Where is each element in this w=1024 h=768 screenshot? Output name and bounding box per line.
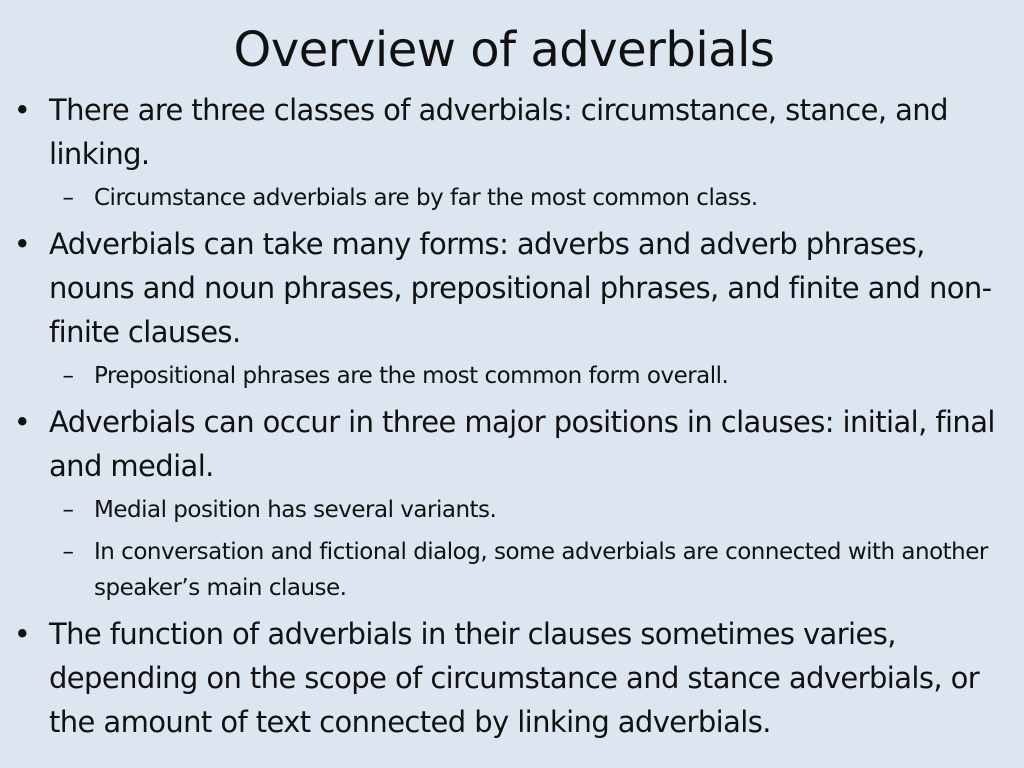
bullet-icon: • [13,617,31,651]
dash-icon: – [62,539,74,565]
sub-bullet-item [47,534,1008,606]
sub-bullet-item [47,492,1008,528]
bullet-icon: • [13,405,31,439]
bullet-item-function [0,612,1008,744]
sub-bullet-list [47,180,1008,216]
bullet-item-classes [0,88,1008,216]
sub-bullet-text: Prepositional phrases are the most common form overall. [94,363,729,389]
dash-icon: – [62,185,74,211]
bullet-text: Adverbials can take many forms: adverbs and adverb phrases, nouns and noun phrases, prepositional phrases, and finite and non-finite clauses. [49,227,992,349]
sub-bullet-item [47,358,1008,394]
bullet-list [0,88,1008,744]
sub-bullet-item [47,180,1008,216]
dash-icon: – [62,497,74,523]
bullet-text: Adverbials can occur in three major positions in clauses: initial, final and medial. [49,405,995,483]
sub-bullet-text: In conversation and fictional dialog, some adverbials are connected with another speaker’s main clause. [94,539,988,601]
sub-bullet-list [47,358,1008,394]
bullet-text: The function of adverbials in their clauses sometimes varies, depending on the scope of circumstance and stance adverbials, or the amount of text connected by linking adverbials. [49,617,980,739]
bullet-text: There are three classes of adverbials: circumstance, stance, and linking. [49,93,948,171]
sub-bullet-list [47,492,1008,606]
dash-icon: – [62,363,74,389]
slide-title: Overview of adverbials [233,22,775,78]
bullet-item-forms [0,222,1008,394]
sub-bullet-text: Medial position has several variants. [94,497,497,523]
bullet-item-positions [0,400,1008,606]
bullet-icon: • [13,93,31,127]
sub-bullet-text: Circumstance adverbials are by far the most common class. [94,185,758,211]
bullet-icon: • [13,227,31,261]
